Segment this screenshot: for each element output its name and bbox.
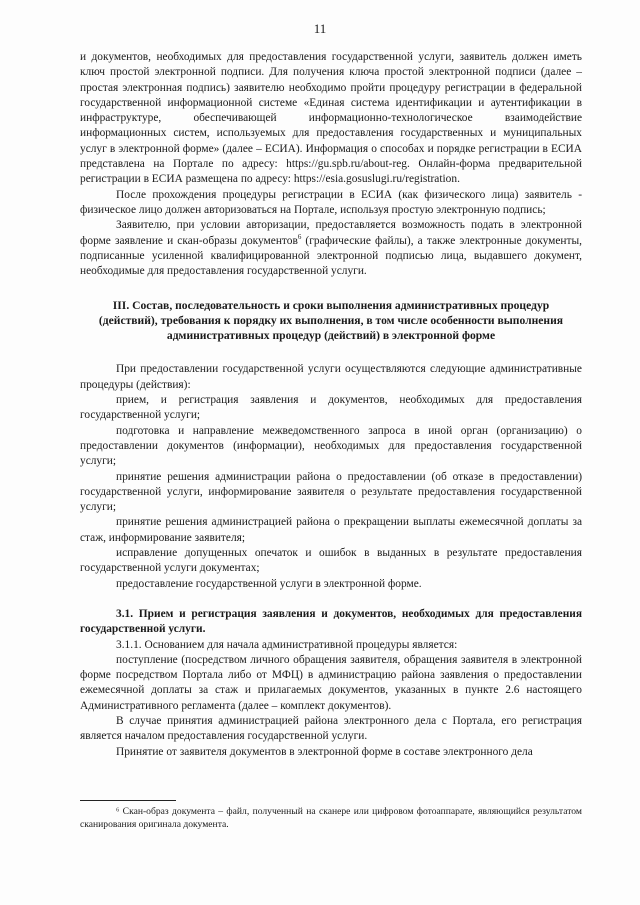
- procedure-item-intake: прием, и регистрация заявления и документов, необходимых для предоставления государственной услуги;: [80, 394, 582, 422]
- paragraph-portal-case: В случае принятия администрацией района электронного дела с Портала, его регистрация является началом предоставления государственной услуги.: [80, 714, 582, 743]
- paragraph-authorization: После прохождения процедуры регистрации в ЕСИА (как физического лица) заявитель - физическое лицо должен авторизоваться на Портале, используя простую электронную подпись;: [80, 188, 582, 216]
- paragraph-electronic-acceptance: Принятие от заявителя документов в электронной форме в составе электронного дела: [116, 745, 533, 758]
- procedure-item-termination: принятие решения администрацией района о прекращении выплаты ежемесячной доплаты за стаж, информирование заявителя;: [80, 516, 582, 544]
- paragraph-electronic-submission-start: Заявителю, при условии авторизации, предоставляется возможность подать в электронной форме заявление и скан-образы документов: [80, 219, 582, 247]
- section-3-intro: При предоставлении государственной услуги осуществляются следующие административные процедуры (действия):: [80, 363, 582, 391]
- footnote-divider: [80, 800, 176, 801]
- paragraph-esia-registration: и документов, необходимых для предоставления государственной услуги, заявитель должен иметь ключ простой электронной подписи. Для получения ключа простой электронной подписи (далее – простая электронная подпись) заявителю необходимо пройти процедуру регистрации в федеральной государственной информационной системе «Единая система идентификации и аутентификации в инфраструктуре, обеспечивающей информационно-технологическое взаимодействие информационных систем, используемых для предоставления государственных и муниципальных услуг в электронной форме» (далее – ЕСИА). Информация о способах и порядке регистрации в ЕСИА представлена на Портале по адресу: https://gu.spb.ru/about-reg. Онлайн-форма предварительной регистрации в ЕСИА размещена по адресу: https://esia.gosuslugi.ru/registration.: [80, 51, 582, 186]
- footnote-text: ⁶ Скан-образ документа – файл, полученный на сканере или цифровом фотоаппарате, являющийся результатом сканирования оригинала документа.: [80, 806, 582, 830]
- footnote: [80, 806, 582, 831]
- footnote-reference: 6: [297, 232, 302, 241]
- procedure-item-decision: принятие решения администрации района о предоставлении (об отказе в предоставлении) государственной услуги, информирование заявителя о результате предоставления государственной услуги;: [80, 470, 582, 514]
- subsection-3-1-heading: 3.1. Прием и регистрация заявления и документов, необходимых для предоставления государственной услуги.: [80, 607, 582, 636]
- document-body: [80, 50, 582, 760]
- page-number: 11: [313, 21, 327, 36]
- subsection-3-1-1: 3.1.1. Основанием для начала административной процедуры является:: [116, 638, 458, 651]
- paragraph-receipt-of-application: поступление (посредством личного обращения заявителя, обращения заявителя в электронной форме посредством Портала либо от МФЦ) в администрацию района заявления о предоставлении ежемесячной доплаты за стаж и прилагаемых документов, указанных в пункте 2.6 настоящего Административного регламента (далее – комплект документов).: [80, 653, 582, 712]
- procedure-item-corrections: исправление допущенных опечаток и ошибок в выданных в результате предоставления государственной услуги документах;: [80, 547, 582, 575]
- procedure-item-interagency-request: подготовка и направление межведомственного запроса в иной орган (организацию) о предоставлении документов (информации), необходимых для предоставления государственной услуги;: [80, 424, 582, 468]
- paragraph-electronic-submission: [80, 218, 582, 279]
- procedure-item-electronic-form: предоставление государственной услуги в электронной форме.: [116, 577, 422, 590]
- section-3-heading: III. Состав, последовательность и сроки выполнения административных процедур (действий), требования к порядку их выполнения, в том числе особенности выполнения административных процедур (действий) в электронной форме: [98, 299, 564, 343]
- paragraph-electronic-submission-end: (графические файлы), а также электронные документы, подписанные усиленной квалифицированной электронной подписью лица, выдавшего документ, необходимые для предоставления государственной услуги.: [80, 234, 582, 278]
